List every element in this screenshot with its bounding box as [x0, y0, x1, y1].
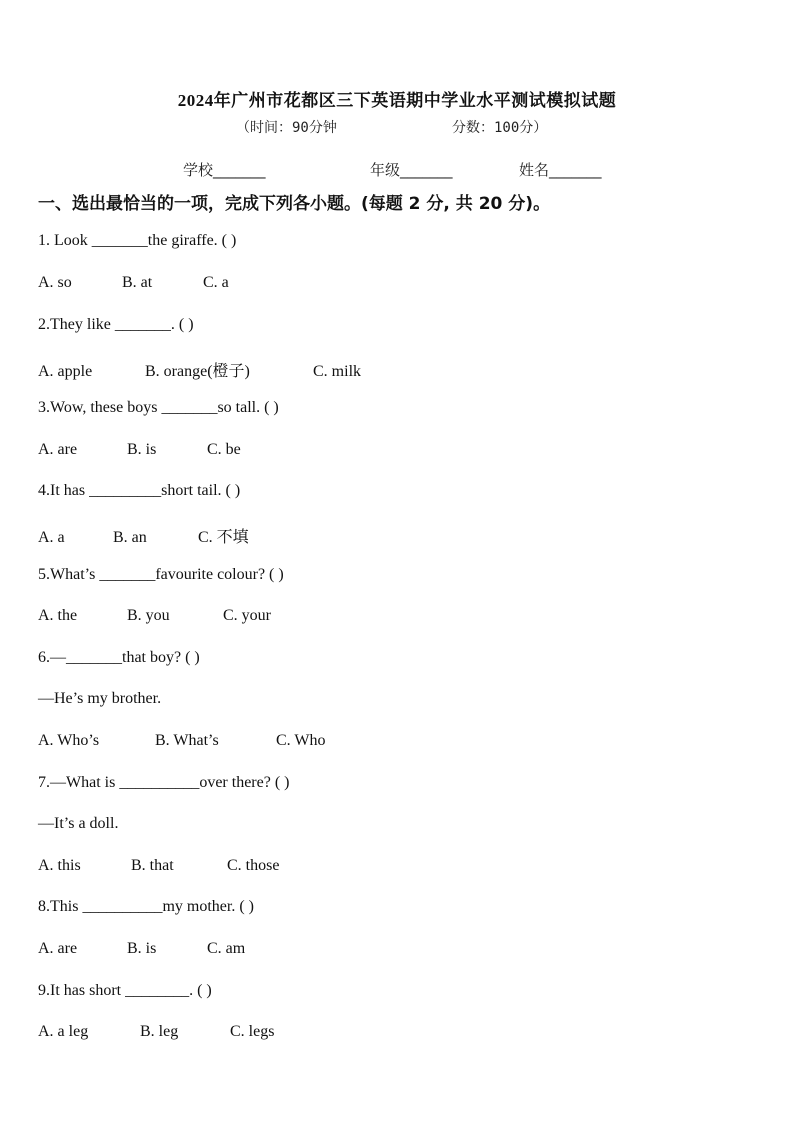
question-options: [38, 732, 325, 750]
question-stem: 5.What’s _______favourite colour? ( ): [38, 566, 284, 583]
question-stem: 4.It has _________short tail. ( ): [38, 482, 241, 499]
option-a: A. are: [38, 441, 78, 458]
question-stem: 1. Look _______the giraffe. ( ): [38, 232, 237, 249]
option-c: C. a: [203, 274, 229, 291]
question-stem: 7.—What is __________over there? ( ): [38, 774, 290, 791]
exam-title: 2024年广州市花都区三下英语期中学业水平测试模拟试题: [177, 91, 617, 110]
option-a: A. a leg: [38, 1023, 89, 1040]
question-stem: 9.It has short ________. ( ): [38, 982, 212, 999]
question-options: [38, 607, 271, 625]
option-c: C. your: [223, 607, 271, 624]
option-a: A. are: [38, 940, 78, 957]
name-field: 姓名_______: [519, 161, 602, 179]
question-stem: 3.Wow, these boys _______so tall. ( ): [38, 399, 279, 416]
option-b: B. at: [122, 274, 153, 291]
grade-field: 年级_______: [370, 161, 453, 179]
school-field: 学校_______: [183, 161, 266, 179]
option-a: A. Who’s: [38, 732, 100, 749]
option-c: C. those: [227, 857, 280, 874]
question-options: [38, 1023, 274, 1041]
question-options: [38, 441, 241, 459]
question-options: [38, 274, 229, 292]
option-b: B. leg: [140, 1023, 179, 1040]
question-stem: 8.This __________my mother. ( ): [38, 898, 254, 915]
option-a: A. the: [38, 607, 78, 624]
option-a: A. this: [38, 857, 81, 874]
exam-time: （时间：90分钟: [236, 120, 337, 136]
question-options: [38, 524, 249, 547]
question-options: [38, 940, 245, 958]
option-c: C. am: [207, 940, 246, 957]
option-c: C. 不填: [198, 529, 249, 546]
question-options: [38, 857, 279, 875]
question-reply: —It’s a doll.: [38, 815, 119, 832]
option-a: A. apple: [38, 363, 93, 380]
option-c: C. milk: [313, 363, 362, 380]
option-a: A. a: [38, 529, 65, 546]
option-b: B. you: [127, 607, 170, 624]
question-stem: 2.They like _______. ( ): [38, 316, 194, 333]
question-stem: 6.—_______that boy? ( ): [38, 649, 200, 666]
option-b: B. is: [127, 441, 157, 458]
option-b: B. that: [131, 857, 174, 874]
option-a: A. so: [38, 274, 72, 291]
option-b: B. orange(橙子): [145, 363, 250, 380]
option-c: C. Who: [276, 732, 326, 749]
question-reply: —He’s my brother.: [38, 690, 162, 707]
question-options: [38, 358, 361, 381]
section-header: 一、选出最恰当的一项，完成下列各小题。(每题 2 分, 共 20 分)。: [38, 194, 551, 214]
option-c: C. legs: [230, 1023, 275, 1040]
option-b: B. What’s: [155, 732, 219, 749]
exam-score: 分数：100分）: [452, 120, 548, 136]
option-b: B. an: [113, 529, 147, 546]
option-b: B. is: [127, 940, 157, 957]
option-c: C. be: [207, 441, 241, 458]
